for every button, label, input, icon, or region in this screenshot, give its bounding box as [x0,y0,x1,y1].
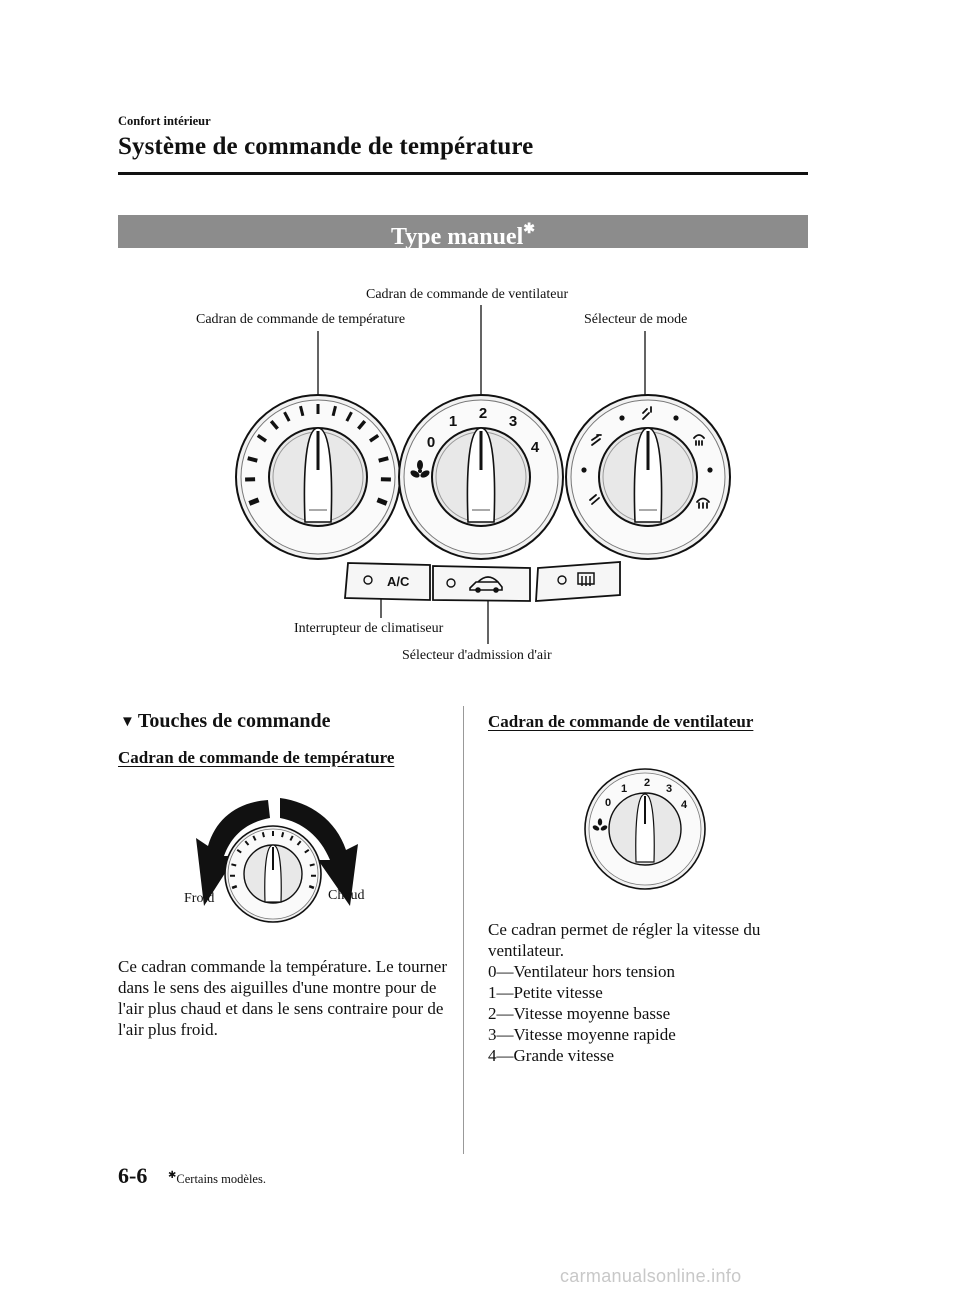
footnote-marker: ✱ [168,1170,177,1181]
callout-ac-switch: Interrupteur de climatiseur [294,621,444,636]
ac-button[interactable] [345,563,430,600]
fan-speed-0: 0―Ventilateur hors tension [488,962,675,981]
fan-number-1: 1 [448,413,458,430]
label-cold: Froid [184,891,215,906]
small-fan-number-3: 3 [665,783,673,795]
small-fan-number-1: 1 [620,783,628,795]
label-hot: Chaud [328,888,365,903]
fan-dial-description: Ce cadran permet de régler la vitesse du ventilateur. [488,920,761,960]
temperature-dial[interactable] [236,395,400,559]
footnote-text: Certains modèles. [176,1172,266,1187]
page-title: Système de commande de température [118,133,534,160]
fan-number-3: 3 [508,413,518,430]
fan-speed-4: 4―Grande vitesse [488,1046,615,1065]
banner-marker: ✱ [523,222,535,237]
page-number: 6-6 [118,1163,148,1188]
temp-dial-rotation-diagram [180,790,380,930]
fan-dial-small-diagram [580,766,710,896]
fan-number-2: 2 [478,405,488,422]
mode-selector-dial[interactable] [566,395,730,559]
fan-speed-1: 1―Petite vitesse [488,983,603,1002]
small-fan-number-0: 0 [604,797,612,809]
temp-dial-subheading: Cadran de commande de température [118,748,395,767]
fan-speed-3: 3―Vitesse moyenne rapide [488,1025,676,1044]
small-fan-number-2: 2 [643,777,651,789]
footnote [168,1170,266,1187]
fan-speed-dial[interactable] [399,395,563,559]
small-fan-number-4: 4 [680,799,688,811]
heading-marker: ▼ [120,714,135,730]
section-label: Confort intérieur [118,114,211,128]
callout-air-intake: Sélecteur d'admission d'air [402,648,552,663]
air-intake-button[interactable] [433,566,530,601]
fan-number-0: 0 [426,434,436,451]
callout-mode-selector: Sélecteur de mode [584,312,688,327]
callout-fan-dial: Cadran de commande de ventilateur [366,287,569,302]
rear-defrost-button[interactable] [536,562,620,601]
ac-label: A/C [387,574,410,589]
fan-number-4: 4 [530,439,540,456]
controls-heading [120,710,330,733]
fan-dial-subheading: Cadran de commande de ventilateur [488,712,754,731]
controls-heading-text: Touches de commande [137,710,331,732]
temp-dial-description: Ce cadran commande la température. Le tourner dans le sens des aiguilles d'une montre pour de l'air plus chaud et dans le sens contraire pour de l'air plus froid. [118,957,447,1039]
watermark: carmanualsonline.info [560,1266,742,1286]
fan-speed-2: 2―Vitesse moyenne basse [488,1004,671,1023]
banner-title: Type manuel [391,224,524,250]
column-divider [463,706,464,1154]
callout-temp-dial: Cadran de commande de température [196,312,406,327]
